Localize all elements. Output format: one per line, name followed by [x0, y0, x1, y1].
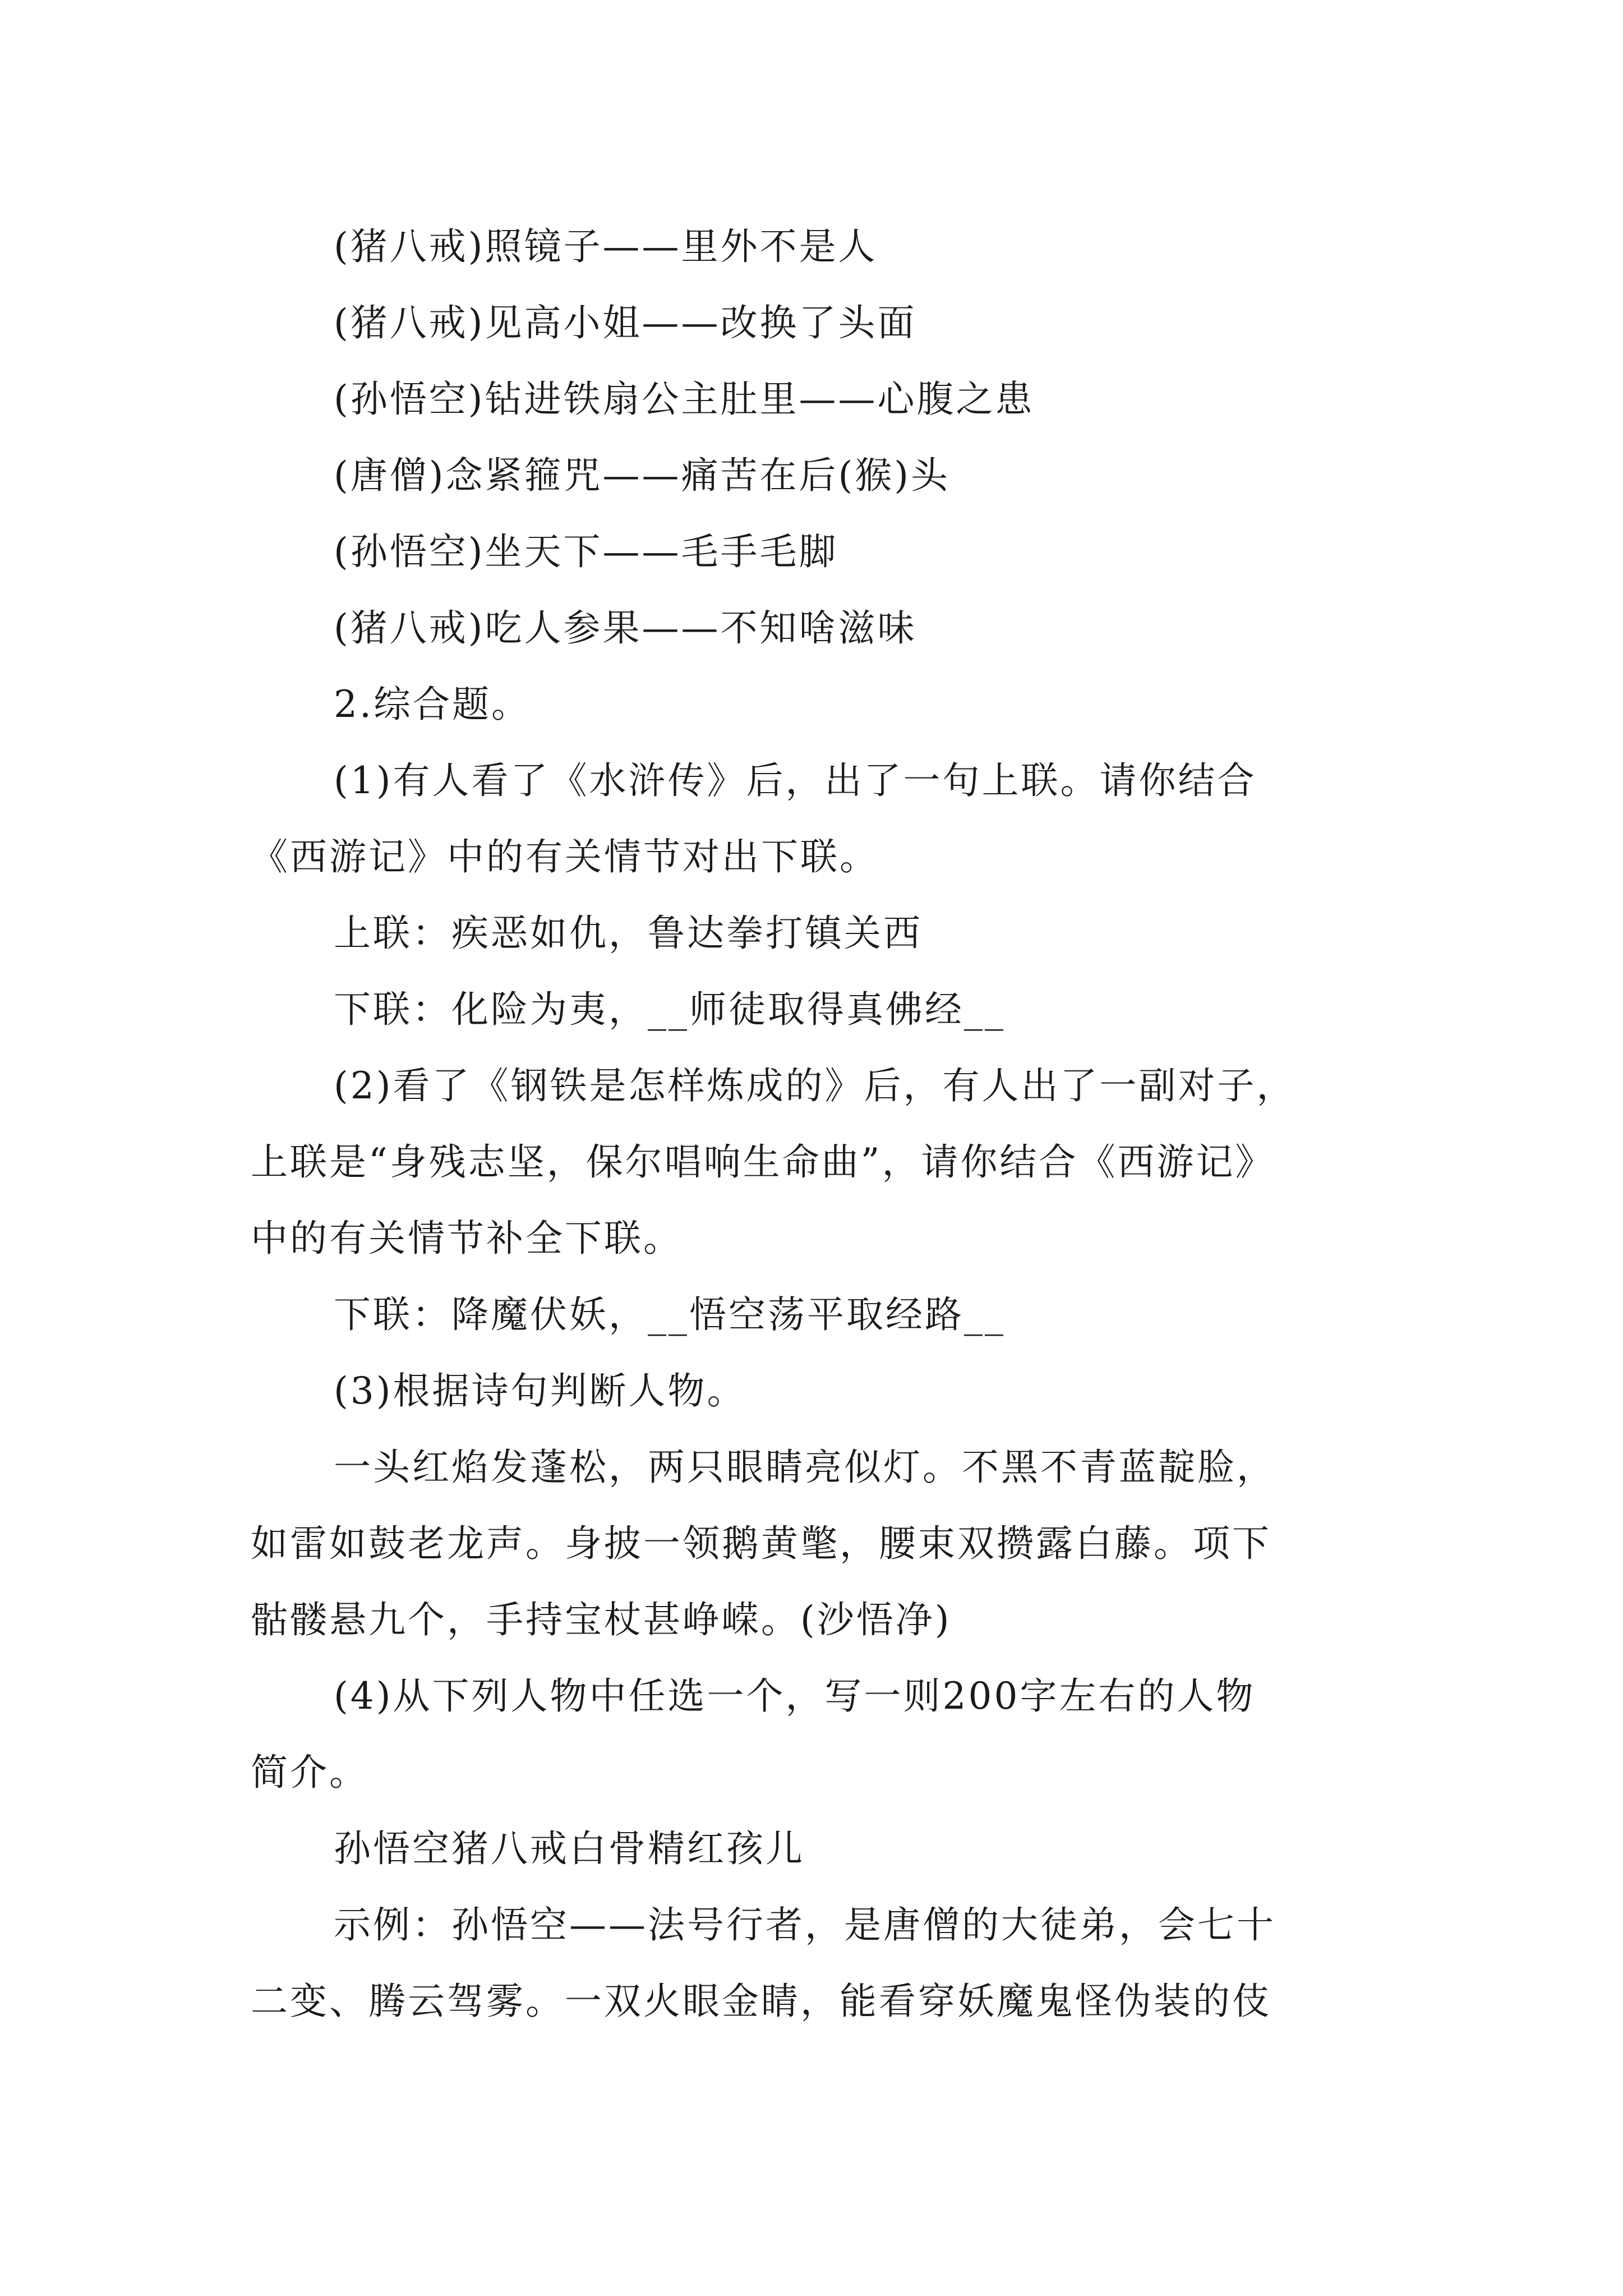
text-line: (猪八戒)照镜子——里外不是人: [334, 225, 878, 268]
question-text-continued: 简介。: [251, 1751, 368, 1794]
question-text-continued: 上联是“身残志坚，保尔唱响生命曲”，请你结合《西游记》: [251, 1140, 1275, 1184]
poem-text-continued: 骷髅悬九个，手持宝杖甚峥嵘。(沙悟净): [251, 1598, 952, 1641]
poem-text-continued: 如雷如鼓老龙声。身披一领鹅黄氅，腰束双攒露白藤。项下: [251, 1522, 1271, 1565]
character-list: 孙悟空猪八戒白骨精红孩儿: [334, 1827, 805, 1870]
couplet-upper: 上联：疾恶如仇，鲁达拳打镇关西: [334, 912, 923, 955]
question-text-continued: 《西游记》中的有关情节对出下联。: [251, 835, 879, 878]
document-body: [251, 209, 1372, 2040]
couplet-lower-answer: 下联：化险为夷，__师徒取得真佛经__: [334, 988, 1006, 1031]
text-line: (猪八戒)见高小姐——改换了头面: [334, 301, 917, 344]
question-text: (1)有人看了《水浒传》后，出了一句上联。请你结合: [334, 759, 1257, 802]
question-text: (2)看了《钢铁是怎样炼成的》后，有人出了一副对子，: [334, 1064, 1296, 1107]
poem-text: 一头红焰发蓬松，两只眼睛亮似灯。不黑不青蓝靛脸，: [334, 1446, 1276, 1489]
text-line: (猪八戒)吃人参果——不知啥滋味: [334, 606, 917, 650]
question-text: (4)从下列人物中任选一个，写一则200字左右的人物: [334, 1674, 1256, 1718]
text-line: (孙悟空)坐天下——毛手毛脚: [334, 530, 838, 573]
example-text: 示例：孙悟空——法号行者，是唐僧的大徒弟，会七十: [334, 1903, 1276, 1947]
question-text-continued: 中的有关情节补全下联。: [251, 1217, 683, 1260]
couplet-lower-answer: 下联：降魔伏妖，__悟空荡平取经路__: [334, 1293, 1006, 1336]
section-heading: 2.综合题。: [334, 683, 531, 726]
question-text: (3)根据诗句判断人物。: [334, 1369, 746, 1412]
example-text-continued: 二变、腾云驾雾。一双火眼金睛，能看穿妖魔鬼怪伪装的伎: [251, 1980, 1271, 2023]
text-line: (唐僧)念紧箍咒——痛苦在后(猴)头: [334, 454, 950, 497]
text-line: (孙悟空)钻进铁扇公主肚里——心腹之患: [334, 378, 1035, 421]
